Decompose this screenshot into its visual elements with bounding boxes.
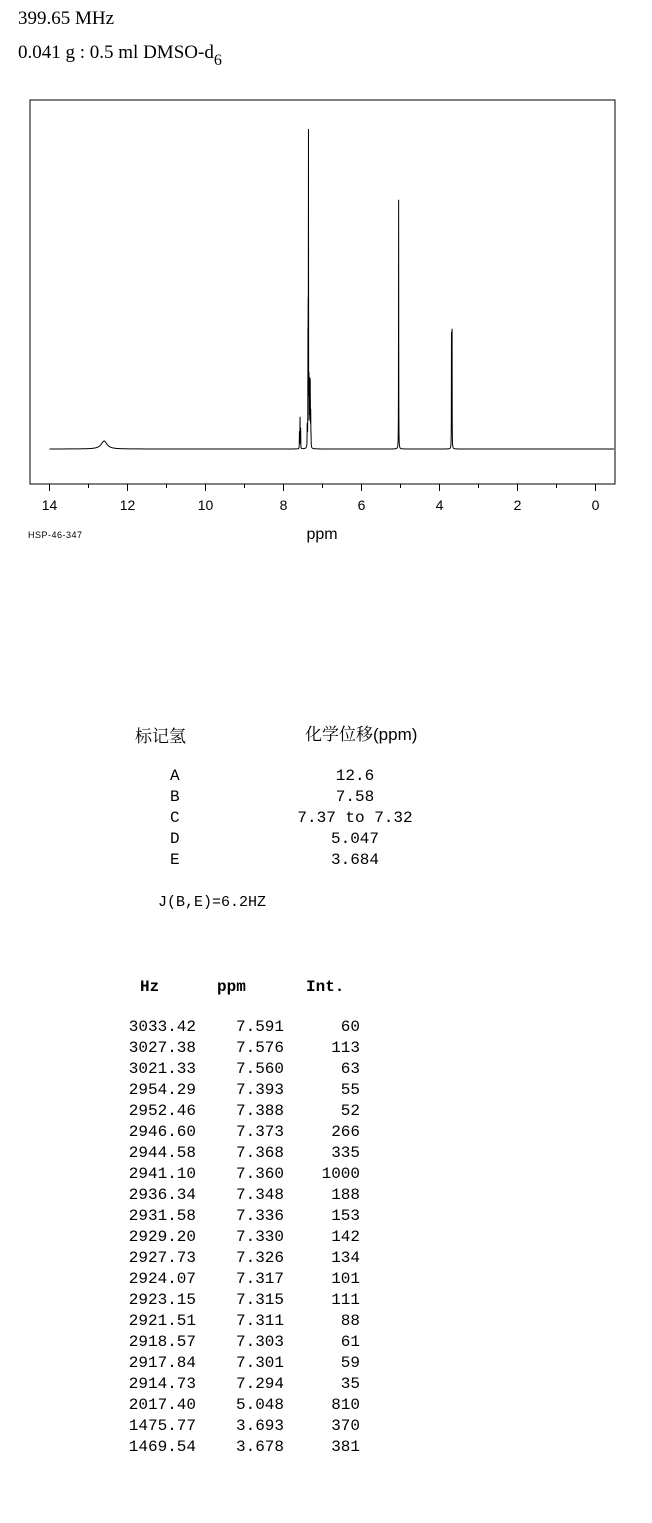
peak-table-cell: 7.360	[235, 1165, 284, 1183]
x-tick-label: 0	[591, 497, 600, 513]
peak-table-cell: 7.348	[235, 1186, 284, 1204]
assignment-shift: 5.047	[330, 830, 379, 848]
peak-table-cell: 7.315	[235, 1291, 284, 1309]
x-tick-label: 12	[119, 497, 136, 513]
peak-column-header: Hz	[140, 978, 160, 996]
peak-table-cell: 370	[331, 1417, 360, 1435]
peak-table-cell: 7.368	[235, 1144, 284, 1162]
peak-table-cell: 381	[331, 1438, 360, 1456]
peak-table-cell: 7.303	[235, 1333, 284, 1351]
spectrum-trace	[50, 129, 614, 449]
peak-table-cell: 3027.38	[128, 1039, 196, 1057]
nmr-spectrum-chart	[0, 0, 652, 548]
peak-table-cell: 7.326	[235, 1249, 284, 1267]
peak-table-cell: 59	[340, 1354, 360, 1372]
assignment-label-header: 标记氢	[135, 727, 186, 746]
peak-table-cell: 88	[340, 1312, 360, 1330]
peak-table-cell: 113	[331, 1039, 360, 1057]
peak-table-cell: 101	[331, 1270, 360, 1288]
concentration-text: 0.041 g : 0.5 ml DMSO-d	[18, 42, 214, 63]
peak-table-cell: 142	[331, 1228, 360, 1246]
peak-table-cell: 2017.40	[128, 1396, 196, 1414]
x-tick-label: 10	[197, 497, 214, 513]
peak-table-cell: 7.311	[235, 1312, 284, 1330]
peak-table-cell: 1000	[321, 1165, 360, 1183]
peak-table-cell: 52	[340, 1102, 360, 1120]
peak-table-cell: 7.576	[235, 1039, 284, 1057]
peak-table-cell: 61	[340, 1333, 360, 1351]
peak-table-cell: 2946.60	[128, 1123, 196, 1141]
peak-table-cell: 2941.10	[128, 1165, 196, 1183]
peak-table-cell: 7.560	[235, 1060, 284, 1078]
peak-table-cell: 1475.77	[128, 1417, 196, 1435]
assignment-label: B	[170, 788, 180, 806]
peak-table-cell: 2917.84	[128, 1354, 196, 1372]
peak-table-cell: 2923.15	[128, 1291, 196, 1309]
peak-table-cell: 2944.58	[128, 1144, 196, 1162]
peak-table-cell: 1469.54	[128, 1438, 196, 1456]
x-tick-label: 6	[357, 497, 366, 513]
peak-table-cell: 2929.20	[128, 1228, 196, 1246]
x-tick-label: 8	[279, 497, 288, 513]
peak-table-cell: 35	[340, 1375, 360, 1393]
assignment-label: A	[170, 767, 180, 785]
assignment-shift: 7.58	[335, 788, 375, 806]
peak-table-cell: 7.317	[235, 1270, 284, 1288]
coupling-constant: J(B,E)=6.2HZ	[158, 894, 267, 911]
plot-frame	[30, 100, 615, 484]
x-axis-label: ppm	[306, 526, 338, 543]
peak-table-cell: 134	[331, 1249, 360, 1267]
peak-table-cell: 63	[340, 1060, 360, 1078]
peak-table-cell: 55	[340, 1081, 360, 1099]
peak-table-cell: 60	[340, 1018, 360, 1036]
assignment-shift: 7.37 to 7.32	[297, 809, 413, 827]
concentration-subscript: 6	[213, 51, 222, 69]
peak-table-cell: 7.330	[235, 1228, 284, 1246]
peak-table-cell: 7.294	[235, 1375, 284, 1393]
peak-table-cell: 810	[331, 1396, 360, 1414]
peak-column-header: ppm	[217, 978, 246, 996]
peak-table-cell: 2918.57	[128, 1333, 196, 1351]
assignment-shift-header: 化学位移(ppm)	[305, 725, 418, 744]
peak-table-cell: 153	[331, 1207, 360, 1225]
peak-table-cell: 2921.51	[128, 1312, 196, 1330]
peak-table-cell: 2954.29	[128, 1081, 196, 1099]
peak-table-cell: 7.591	[235, 1018, 284, 1036]
spectrum-code: HSP-46-347	[28, 530, 83, 540]
x-axis-ticks	[42, 484, 600, 513]
peak-table-cell: 2931.58	[128, 1207, 196, 1225]
x-tick-label: 2	[513, 497, 522, 513]
peak-table-cell: 7.301	[235, 1354, 284, 1372]
peak-table-cell: 2914.73	[128, 1375, 196, 1393]
assignment-label: E	[170, 851, 180, 869]
peak-column-header: Int.	[306, 978, 345, 996]
peak-table-cell: 7.336	[235, 1207, 284, 1225]
assignment-label: D	[170, 830, 180, 848]
peak-table-cell: 266	[331, 1123, 360, 1141]
peak-table-cell: 5.048	[235, 1396, 284, 1414]
assignment-shift: 3.684	[330, 851, 379, 869]
peak-table-cell: 3.678	[235, 1438, 284, 1456]
peak-table-cell: 7.388	[235, 1102, 284, 1120]
spectrometer-frequency: 399.65 MHz	[18, 8, 115, 29]
peak-table-cell: 3.693	[235, 1417, 284, 1435]
peak-table-cell: 188	[331, 1186, 360, 1204]
peak-table-cell: 3021.33	[128, 1060, 196, 1078]
assignment-shift: 12.6	[335, 767, 375, 785]
assignment-label: C	[170, 809, 180, 827]
peak-table-cell: 2952.46	[128, 1102, 196, 1120]
peak-table-cell: 7.393	[235, 1081, 284, 1099]
x-tick-label: 4	[435, 497, 444, 513]
peak-table-cell: 335	[331, 1144, 360, 1162]
peak-table-cell: 2936.34	[128, 1186, 196, 1204]
peak-table-cell: 3033.42	[128, 1018, 196, 1036]
peak-table-cell: 111	[331, 1291, 360, 1309]
x-tick-label: 14	[41, 497, 58, 513]
peak-table-cell: 2927.73	[128, 1249, 196, 1267]
molecular-structure	[0, 560, 652, 720]
peak-table-cell: 7.373	[235, 1123, 284, 1141]
peak-table-cell: 2924.07	[128, 1270, 196, 1288]
